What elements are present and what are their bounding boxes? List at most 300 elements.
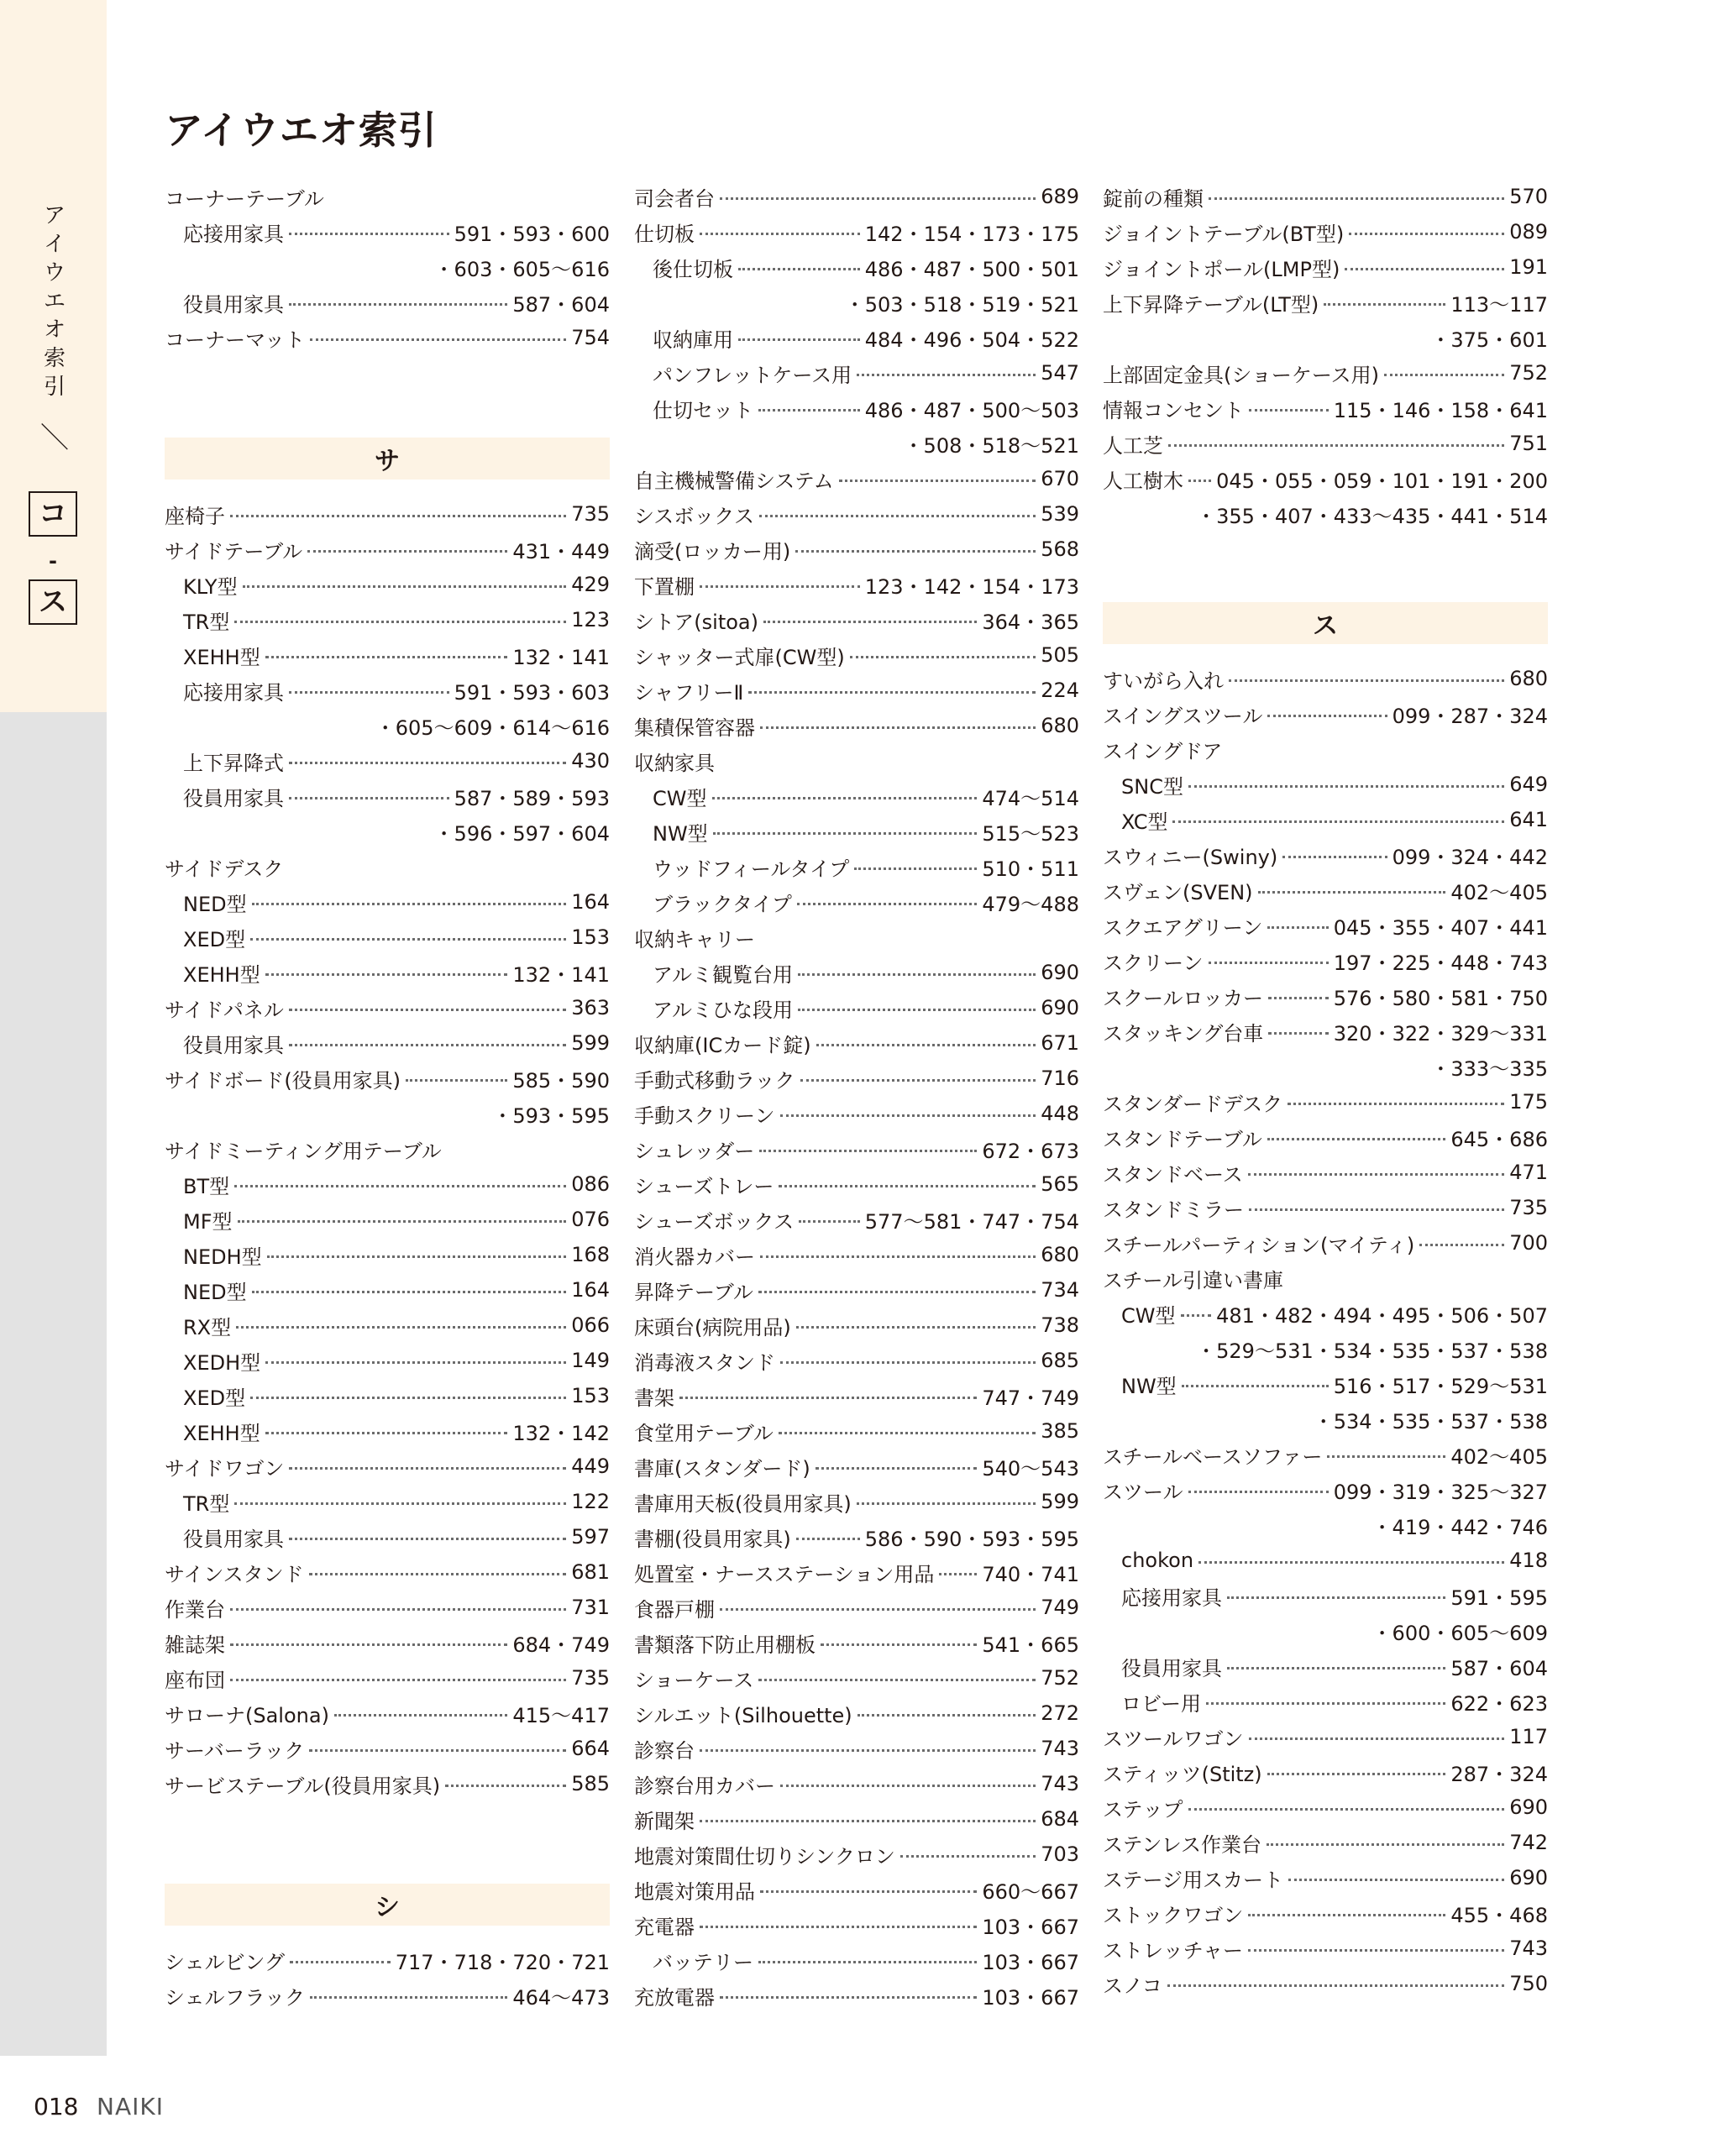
index-subentry[interactable] (1103, 1543, 1548, 1578)
index-entry[interactable] (1103, 1895, 1548, 1931)
index-subentry[interactable] (165, 1413, 610, 1449)
entry-label: BT型 (183, 1174, 230, 1198)
entry-label: 作業台 (165, 1597, 225, 1622)
index-entry[interactable] (634, 1907, 1079, 1942)
page-refs: ・375・601 (1430, 328, 1548, 352)
leader-dots (234, 1185, 566, 1187)
page-refs: 622・623 (1450, 1691, 1548, 1716)
index-entry[interactable] (1103, 426, 1548, 461)
leader-dots (289, 1467, 566, 1470)
index-subentry[interactable] (634, 955, 1079, 990)
index-entry[interactable] (634, 1801, 1079, 1837)
index-subentry[interactable] (165, 602, 610, 637)
page-refs: 149 (571, 1349, 610, 1372)
index-subentry[interactable] (634, 849, 1079, 884)
index-entry[interactable] (1103, 908, 1548, 943)
index-subentry[interactable] (165, 1308, 610, 1343)
index-subentry[interactable] (1103, 1366, 1548, 1402)
group-ko-entries (165, 179, 610, 355)
page-refs: 287・324 (1450, 1762, 1548, 1786)
index-entry[interactable] (165, 1131, 610, 1166)
index-entry[interactable] (1103, 1225, 1548, 1261)
page-refs: 645・686 (1450, 1127, 1548, 1151)
leader-dots (289, 1009, 566, 1011)
index-entry[interactable] (634, 1554, 1079, 1590)
index-entry[interactable] (634, 1343, 1079, 1378)
index-subentry[interactable] (165, 673, 610, 708)
entry-label: 書庫(スタンダード) (634, 1456, 810, 1481)
index-subentry[interactable] (634, 249, 1079, 285)
leader-dots (1327, 1455, 1445, 1458)
index-subentry[interactable] (1103, 1648, 1548, 1684)
leader-dots (1267, 715, 1387, 717)
page-refs: 664 (571, 1737, 610, 1760)
index-entry[interactable] (634, 1308, 1079, 1343)
leader-dots (234, 621, 566, 623)
index-entry[interactable] (634, 673, 1079, 708)
page-refs: 364・365 (982, 610, 1079, 634)
index-entry[interactable] (1103, 1155, 1548, 1190)
index-entry[interactable] (1103, 943, 1548, 978)
index-entry[interactable] (165, 1696, 610, 1731)
leader-dots (738, 268, 860, 270)
sidebar-label-char: 引 (43, 375, 66, 400)
index-subentry[interactable] (634, 814, 1079, 849)
page-refs: 752 (1509, 361, 1548, 385)
entry-label: XC型 (1121, 810, 1168, 834)
entry-label: シュレッダー (634, 1139, 755, 1163)
index-subentry[interactable] (165, 567, 610, 602)
index-subentry[interactable] (165, 1519, 610, 1554)
index-entry-continuation[interactable] (165, 249, 610, 285)
entry-label: 書架 (634, 1386, 674, 1410)
page-refs: 045・355・407・441 (1333, 915, 1548, 940)
index-entry[interactable] (1103, 179, 1548, 214)
index-subentry[interactable] (1103, 1296, 1548, 1331)
index-entry[interactable] (634, 461, 1079, 496)
entry-label: 収納キャリー (634, 927, 755, 951)
index-entry[interactable] (1103, 731, 1548, 767)
entry-label: スノコ (1103, 1973, 1162, 1998)
leader-dots (700, 1749, 1036, 1752)
index-entry[interactable] (165, 990, 610, 1025)
index-entry[interactable] (1103, 355, 1548, 390)
entry-label: シェルフラック (165, 1985, 306, 2010)
index-entry[interactable] (165, 532, 610, 567)
index-entry[interactable] (165, 1978, 610, 2013)
page-refs: 641 (1509, 808, 1548, 831)
index-entry[interactable] (1103, 1754, 1548, 1790)
index-subentry[interactable] (634, 778, 1079, 814)
page-refs: 734 (1041, 1278, 1079, 1302)
leader-dots (900, 1855, 1036, 1858)
entry-label: 雑誌架 (165, 1633, 225, 1657)
entry-label: サービステーブル(役員用家具) (165, 1774, 441, 1798)
entry-label: 応接用家具 (183, 680, 284, 705)
index-entry-continuation[interactable] (165, 1096, 610, 1131)
index-subentry[interactable] (1103, 767, 1548, 802)
index-subentry[interactable] (634, 884, 1079, 920)
index-entry[interactable] (634, 1837, 1079, 1872)
index-entry[interactable] (165, 320, 610, 355)
page-refs: 585 (571, 1772, 610, 1795)
page-refs: 735 (571, 1666, 610, 1690)
entry-label: スツールワゴン (1103, 1727, 1244, 1751)
index-entry[interactable] (165, 1590, 610, 1625)
entry-label: 座椅子 (165, 504, 225, 528)
leader-dots (445, 1785, 566, 1787)
page-refs: 685 (1041, 1349, 1079, 1372)
index-column-2 (634, 179, 1079, 2013)
leader-dots (265, 1432, 508, 1434)
page-refs: 103・667 (982, 1950, 1079, 1974)
entry-label: NEDH型 (183, 1245, 262, 1269)
entry-label: スウィニー(Swiny) (1103, 845, 1278, 869)
leader-dots (857, 374, 1036, 376)
index-entry-continuation[interactable] (634, 426, 1079, 461)
index-entry[interactable] (634, 602, 1079, 637)
index-entry[interactable] (165, 1766, 610, 1801)
entry-label: 上下昇降式 (183, 751, 284, 775)
index-subentry[interactable] (165, 955, 610, 990)
leader-dots (1229, 679, 1504, 682)
index-entry[interactable] (634, 1660, 1079, 1696)
index-entry[interactable] (634, 1696, 1079, 1731)
index-entry[interactable] (634, 637, 1079, 673)
page-refs: 731 (571, 1596, 610, 1619)
entry-label: ブラックタイプ (653, 892, 792, 916)
index-entry-continuation[interactable] (1103, 496, 1548, 532)
page-refs: 449 (571, 1455, 610, 1478)
page-refs: ・534・535・537・538 (1313, 1409, 1548, 1434)
index-entry[interactable] (634, 1766, 1079, 1801)
index-subentry[interactable] (165, 214, 610, 249)
entry-label: 収納家具 (634, 751, 715, 775)
index-entry[interactable] (1103, 249, 1548, 285)
page-refs: 430 (571, 749, 610, 773)
index-subentry[interactable] (634, 320, 1079, 355)
index-subentry[interactable] (1103, 1578, 1548, 1613)
index-subentry[interactable] (165, 778, 610, 814)
index-entry[interactable] (634, 1872, 1079, 1907)
index-entry[interactable] (1103, 1860, 1548, 1895)
sidebar-tab-ko[interactable]: コ (29, 491, 77, 537)
leader-dots (748, 691, 1036, 694)
page-refs: 122 (571, 1490, 610, 1513)
page-refs: 132・142 (512, 1421, 610, 1445)
page-refs: 164 (571, 890, 610, 914)
leader-dots (1188, 1808, 1505, 1811)
entry-label: ストレッチャー (1103, 1938, 1244, 1963)
entry-label: chokon (1121, 1549, 1194, 1572)
index-entry[interactable] (1103, 837, 1548, 873)
index-subentry[interactable] (165, 1272, 610, 1308)
index-entry[interactable] (634, 1096, 1079, 1131)
index-entry[interactable] (1103, 1014, 1548, 1049)
index-subentry[interactable] (165, 1343, 610, 1378)
leader-dots (795, 550, 1036, 553)
leader-dots (816, 1467, 978, 1470)
index-entry[interactable] (634, 1413, 1079, 1449)
index-entry[interactable] (165, 849, 610, 884)
index-subentry[interactable] (1103, 1684, 1548, 1719)
index-entry[interactable] (165, 1625, 610, 1660)
leader-dots (1172, 820, 1504, 823)
page-refs: 599 (571, 1031, 610, 1055)
leader-dots (780, 1361, 1036, 1364)
index-entry[interactable] (1103, 390, 1548, 426)
leader-dots (858, 1714, 1036, 1717)
leader-dots (267, 1255, 567, 1258)
index-subentry[interactable] (165, 1202, 610, 1237)
entry-label: ステンレス作業台 (1103, 1832, 1261, 1857)
index-entry[interactable] (634, 1978, 1079, 2013)
index-entry[interactable] (1103, 1931, 1548, 1966)
page-refs: ・503・518・519・521 (844, 292, 1079, 317)
page-refs: 690 (1509, 1866, 1548, 1890)
index-entry[interactable] (165, 1660, 610, 1696)
sidebar-label-char: オ (43, 317, 66, 343)
index-entry[interactable] (634, 179, 1079, 214)
leader-dots (238, 1220, 567, 1223)
index-entry[interactable] (634, 1484, 1079, 1519)
leader-dots (1258, 891, 1446, 894)
index-entry-continuation[interactable] (1103, 1402, 1548, 1437)
leader-dots (252, 1291, 567, 1293)
index-entry[interactable] (165, 496, 610, 532)
index-entry[interactable] (634, 532, 1079, 567)
sidebar-label-char: 索 (43, 346, 66, 371)
page-refs: 272 (1041, 1701, 1079, 1725)
page-refs: 717・718・720・721 (395, 1950, 610, 1974)
index-subentry[interactable] (634, 990, 1079, 1025)
index-entry-continuation[interactable] (165, 814, 610, 849)
index-entry[interactable] (165, 1061, 610, 1096)
sidebar-tab-su[interactable]: ス (29, 579, 77, 625)
page-refs: 429 (571, 573, 610, 596)
leader-dots (720, 197, 1036, 200)
page-refs: 690 (1509, 1795, 1548, 1819)
index-entry[interactable] (1103, 461, 1548, 496)
index-subentry[interactable] (1103, 802, 1548, 837)
entry-label: スティッツ(Stitz) (1103, 1762, 1262, 1786)
index-entry[interactable] (634, 1519, 1079, 1554)
entry-label: TR型 (183, 1491, 230, 1516)
index-subentry[interactable] (165, 285, 610, 320)
page-refs: 689 (1041, 185, 1079, 208)
index-entry[interactable] (634, 1590, 1079, 1625)
index-entry[interactable] (1103, 1190, 1548, 1225)
index-subentry[interactable] (165, 884, 610, 920)
index-entry-continuation[interactable] (1103, 1507, 1548, 1543)
entry-label: RX型 (183, 1315, 232, 1339)
leader-dots (1268, 1032, 1328, 1035)
entry-label: スタンドミラー (1103, 1198, 1244, 1222)
page-refs: 164 (571, 1278, 610, 1302)
leader-dots (798, 973, 1036, 976)
index-entry[interactable] (1103, 696, 1548, 731)
entry-label: 役員用家具 (1121, 1656, 1222, 1680)
index-entry[interactable] (634, 567, 1079, 602)
page-refs: 700 (1509, 1231, 1548, 1255)
index-entry[interactable] (1103, 873, 1548, 908)
index-entry[interactable] (634, 1202, 1079, 1237)
index-entry[interactable] (634, 1237, 1079, 1272)
page-refs: 547 (1041, 361, 1079, 385)
entry-label: シューズボックス (634, 1209, 795, 1234)
page-refs: 565 (1041, 1172, 1079, 1196)
entry-label: 消火器カバー (634, 1245, 755, 1269)
index-entry[interactable] (1103, 1437, 1548, 1472)
index-entry[interactable] (634, 1272, 1079, 1308)
sidebar-label-char: ウ (43, 260, 66, 286)
entry-label: 司会者台 (634, 186, 715, 211)
index-subentry[interactable] (165, 1484, 610, 1519)
page-refs: 402〜405 (1450, 880, 1548, 904)
index-subentry[interactable] (634, 355, 1079, 390)
entry-label: 仕切板 (634, 222, 695, 246)
page-refs: 703 (1041, 1842, 1079, 1866)
index-entry[interactable] (165, 1731, 610, 1766)
leader-dots (265, 656, 508, 658)
index-entry[interactable] (1103, 1790, 1548, 1825)
leader-dots (800, 1079, 1036, 1082)
index-entry[interactable] (634, 1731, 1079, 1766)
page-refs: ・593・595 (492, 1103, 610, 1128)
page-refs: 671 (1041, 1031, 1079, 1055)
index-subentry[interactable] (165, 1378, 610, 1413)
page-refs: 191 (1509, 255, 1548, 279)
index-entry[interactable] (165, 1449, 610, 1484)
group-shi-entries-end (1103, 179, 1548, 532)
page-refs: ・419・442・746 (1371, 1515, 1548, 1539)
entry-label: XEHH型 (183, 962, 260, 987)
index-subentry[interactable] (634, 1942, 1079, 1978)
index-entry-continuation[interactable] (634, 285, 1079, 320)
leader-dots (1248, 1914, 1445, 1916)
index-subentry[interactable] (165, 743, 610, 778)
entry-label: 手動スクリーン (634, 1103, 775, 1128)
leader-dots (310, 338, 566, 341)
entry-label: コーナーテーブル (165, 186, 324, 211)
page-refs: 066 (571, 1313, 610, 1337)
leader-dots (758, 1961, 977, 1963)
section-header-shi: シ (165, 1884, 610, 1926)
page-refs: 680 (1041, 714, 1079, 737)
index-entry[interactable] (165, 1554, 610, 1590)
index-entry[interactable] (1103, 661, 1548, 696)
sidebar-bottom-band (0, 712, 107, 2056)
page-refs: 586・590・593・595 (864, 1527, 1079, 1551)
index-subentry[interactable] (165, 1166, 610, 1202)
index-subentry[interactable] (165, 637, 610, 673)
entry-label: 自主機械警備システム (634, 469, 834, 493)
index-entry[interactable] (165, 179, 610, 214)
leader-dots (289, 691, 449, 694)
index-entry[interactable] (1103, 285, 1548, 320)
page-refs: 103・667 (982, 1915, 1079, 1939)
index-entry[interactable] (634, 743, 1079, 778)
page-refs: 684 (1041, 1807, 1079, 1831)
entry-label: 書庫用天板(役員用家具) (634, 1491, 852, 1516)
index-entry-continuation[interactable] (1103, 1613, 1548, 1648)
leader-dots (1167, 1984, 1504, 1987)
index-subentry[interactable] (634, 390, 1079, 426)
index-entry[interactable] (1103, 1119, 1548, 1155)
index-entry[interactable] (634, 920, 1079, 955)
entry-label: サインスタンド (165, 1562, 304, 1586)
page-refs: ・529〜531・534・535・537・538 (1196, 1339, 1548, 1363)
page-refs: ・355・407・433〜435・441・514 (1196, 504, 1548, 528)
page-refs: 587・589・593 (454, 786, 610, 810)
entry-label: ジョイントポール(LMP型) (1103, 257, 1340, 281)
index-entry[interactable] (634, 1625, 1079, 1660)
page-refs: 132・141 (512, 645, 610, 669)
leader-dots (289, 797, 449, 799)
index-entry[interactable] (1103, 1966, 1548, 2001)
index-entry[interactable] (634, 1025, 1079, 1061)
page-refs: 474〜514 (982, 786, 1079, 810)
leader-dots (798, 1009, 1036, 1011)
leader-dots (1227, 1596, 1445, 1599)
page-refs: 747・749 (982, 1386, 1079, 1410)
index-entry[interactable] (1103, 978, 1548, 1014)
page-refs: 568 (1041, 537, 1079, 561)
page-refs: 479〜488 (982, 892, 1079, 916)
index-entry[interactable] (1103, 1825, 1548, 1860)
index-entry[interactable] (634, 214, 1079, 249)
index-subentry[interactable] (165, 1025, 610, 1061)
index-entry[interactable] (634, 496, 1079, 532)
leader-dots (1181, 1314, 1212, 1317)
page-refs: 076 (571, 1208, 610, 1231)
index-entry[interactable] (1103, 1472, 1548, 1507)
index-entry[interactable] (1103, 1261, 1548, 1296)
entry-label: XED型 (183, 1386, 246, 1410)
leader-dots (289, 762, 566, 764)
leader-dots (780, 1114, 1036, 1117)
index-entry-continuation[interactable] (1103, 1331, 1548, 1366)
index-entry[interactable] (1103, 1719, 1548, 1754)
index-entry-continuation[interactable] (1103, 1049, 1548, 1084)
index-entry[interactable] (1103, 1084, 1548, 1119)
index-entry-continuation[interactable] (165, 708, 610, 743)
index-entry[interactable] (634, 1061, 1079, 1096)
entry-label: シスボックス (634, 504, 755, 528)
page-refs: 099・324・442 (1392, 845, 1548, 869)
index-entry[interactable] (165, 1942, 610, 1978)
index-entry[interactable] (634, 708, 1079, 743)
index-subentry[interactable] (165, 920, 610, 955)
index-entry[interactable] (634, 1166, 1079, 1202)
leader-dots (854, 867, 977, 870)
spacer (165, 1801, 610, 1872)
index-entry[interactable] (634, 1378, 1079, 1413)
page-refs: 716 (1041, 1067, 1079, 1090)
index-entry[interactable] (634, 1449, 1079, 1484)
page-refs: 385 (1041, 1419, 1079, 1443)
page-refs: 539 (1041, 502, 1079, 526)
index-subentry[interactable] (165, 1237, 610, 1272)
group-shi-entries (165, 1942, 610, 2013)
leader-dots (252, 903, 567, 905)
index-entry[interactable] (1103, 214, 1548, 249)
entry-label: XEDH型 (183, 1350, 261, 1375)
entry-label: XED型 (183, 927, 246, 951)
index-entry-continuation[interactable] (1103, 320, 1548, 355)
index-entry[interactable] (634, 1131, 1079, 1166)
page-refs: 516・517・529〜531 (1333, 1374, 1548, 1398)
